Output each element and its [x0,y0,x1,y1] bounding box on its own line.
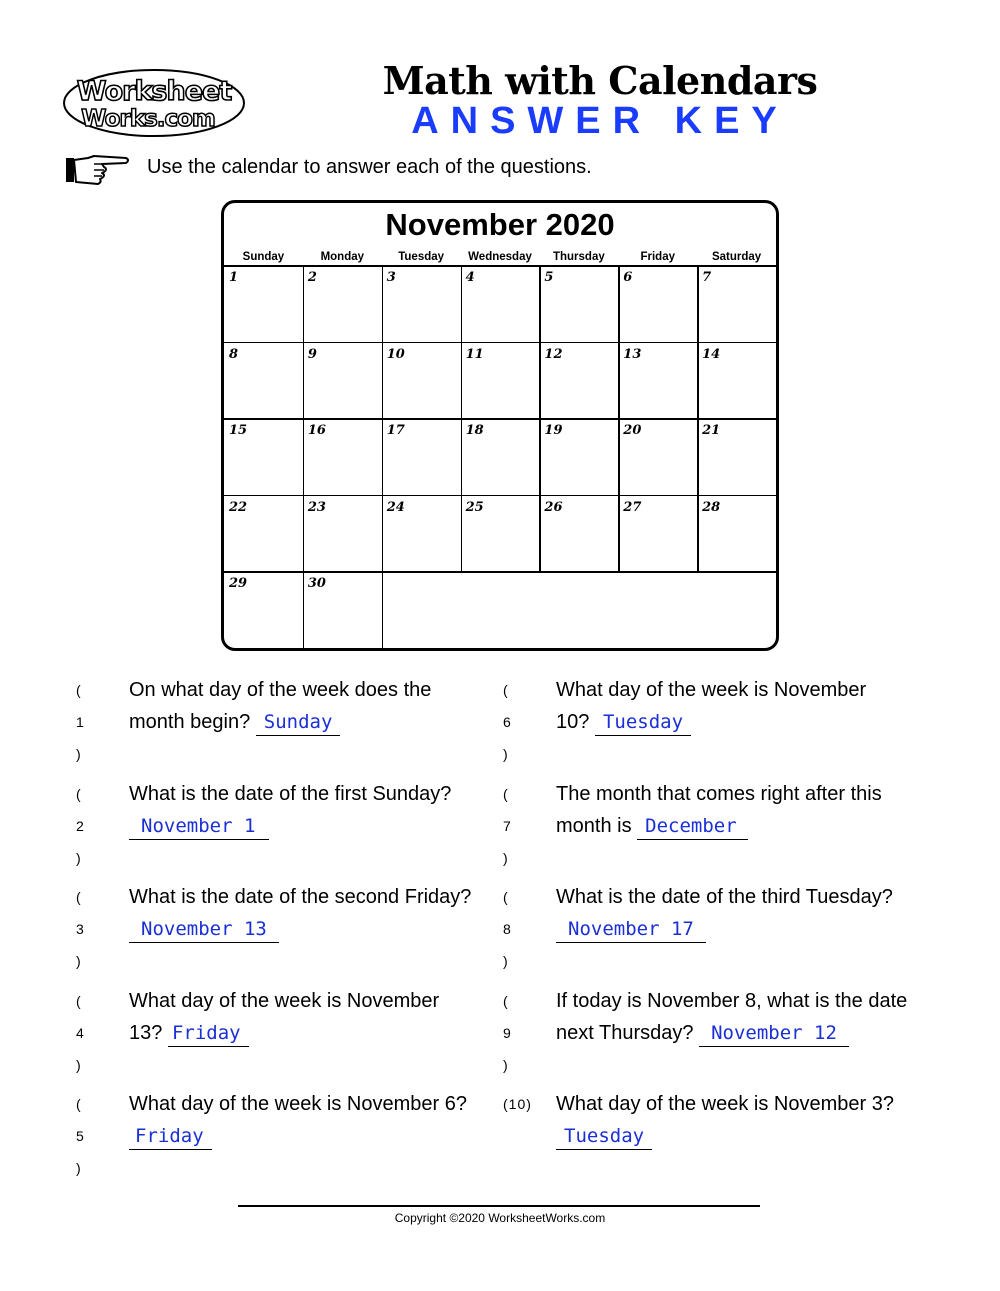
calendar-day: 11 [465,346,484,362]
logo-line2: Works.com [81,106,215,132]
question-number: ( 7 ) [503,786,514,866]
question-number: (10) [503,1096,532,1112]
answer-field: Sunday [256,709,341,736]
grid-line [382,265,384,648]
question-text: What day of the week is November 6? [129,1093,467,1115]
pointing-hand-icon [64,152,132,188]
calendar-day: 16 [307,423,326,439]
grid-line [697,265,699,571]
question-number: ( 5 ) [76,1096,87,1176]
calendar-grid [224,265,776,648]
logo-line1: Worksheet [76,76,232,107]
question-text: What day of the week is November 3? [556,1093,894,1115]
answer-field: December [637,813,748,840]
calendar-day: 2 [307,270,317,285]
weekday-label: Thursday [552,251,605,263]
calendar-day: 15 [229,423,248,439]
weekday-label: Monday [320,251,365,263]
calendar [221,200,779,651]
weekday-header [224,251,776,263]
weekday-label: Wednesday [468,251,532,263]
calendar-day: 6 [623,270,633,285]
question-text: On what day of the week does the month begin? [129,679,432,733]
grid-line [461,265,463,571]
calendar-day: 7 [702,270,712,285]
weekday-label: Saturday [711,251,762,263]
calendar-day: 13 [623,346,642,362]
answer-field: November 17 [556,916,706,943]
calendar-day: 30 [307,576,326,592]
calendar-day: 4 [465,270,475,285]
grid-line [303,265,305,648]
calendar-day: 9 [307,346,317,362]
question-text: What is the date of the second Friday? [129,886,472,908]
calendar-day: 25 [465,499,484,515]
answer-field: Tuesday [595,709,691,736]
answer-field: Friday [168,1020,249,1047]
weekday-label: Sunday [242,251,285,263]
calendar-day: 1 [229,270,239,285]
answer-field: Friday [129,1123,212,1150]
calendar-day: 28 [702,499,721,515]
answer-key-subtitle: ANSWER KEY [411,100,789,142]
question-number: ( 2 ) [76,786,87,866]
calendar-day: 20 [623,423,642,439]
calendar-day: 12 [544,346,563,362]
answer-field: November 13 [129,916,279,943]
footer-divider [238,1205,760,1207]
question-number: ( 4 ) [76,993,87,1073]
calendar-day: 10 [386,346,405,362]
question-text: What is the date of the third Tuesday? [556,886,893,908]
calendar-day: 24 [386,499,405,515]
question-text: What day of the week is November 10? [556,679,867,733]
page-title: Math with Calendars [382,58,818,103]
calendar-day: 17 [386,423,405,439]
grid-line [224,265,776,267]
calendar-day: 18 [465,423,484,439]
calendar-month-title: November 2020 [385,207,615,242]
question-number: ( 8 ) [503,889,514,969]
calendar-day: 5 [544,270,554,285]
calendar-day: 14 [702,346,721,362]
calendar-day: 3 [386,270,396,285]
grid-line [539,265,541,571]
question-text: What day of the week is November 13? [129,990,440,1044]
grid-line [224,342,776,344]
calendar-day: 21 [702,423,721,439]
worksheetworks-logo [62,68,248,138]
question-text: If today is November 8, what is the date next Thursday? [556,990,908,1044]
question-text: What is the date of the first Sunday? [129,783,452,805]
calendar-day: 27 [623,499,642,515]
question-number: ( 9 ) [503,993,514,1073]
question-text: The month that comes right after this month is [556,783,882,837]
calendar-day: 23 [307,499,326,515]
instructions-text: Use the calendar to answer each of the questions. [147,156,592,178]
calendar-day: 22 [229,499,248,515]
answer-field: November 12 [699,1020,849,1047]
grid-line [224,418,776,420]
grid-line [618,265,620,571]
answer-field: Tuesday [556,1123,652,1150]
copyright-text: Copyright ©2020 WorksheetWorks.com [394,1211,606,1225]
calendar-day: 29 [229,576,248,592]
calendar-day: 26 [544,499,563,515]
calendar-day: 8 [229,346,239,362]
question-number: ( 6 ) [503,682,514,762]
question-number: ( 1 ) [76,682,87,762]
grid-line [224,495,776,497]
grid-line [224,571,776,573]
answer-field: November 1 [129,813,269,840]
weekday-label: Tuesday [398,251,445,263]
calendar-day: 19 [544,423,563,439]
question-number: ( 3 ) [76,889,87,969]
weekday-label: Friday [640,251,675,263]
